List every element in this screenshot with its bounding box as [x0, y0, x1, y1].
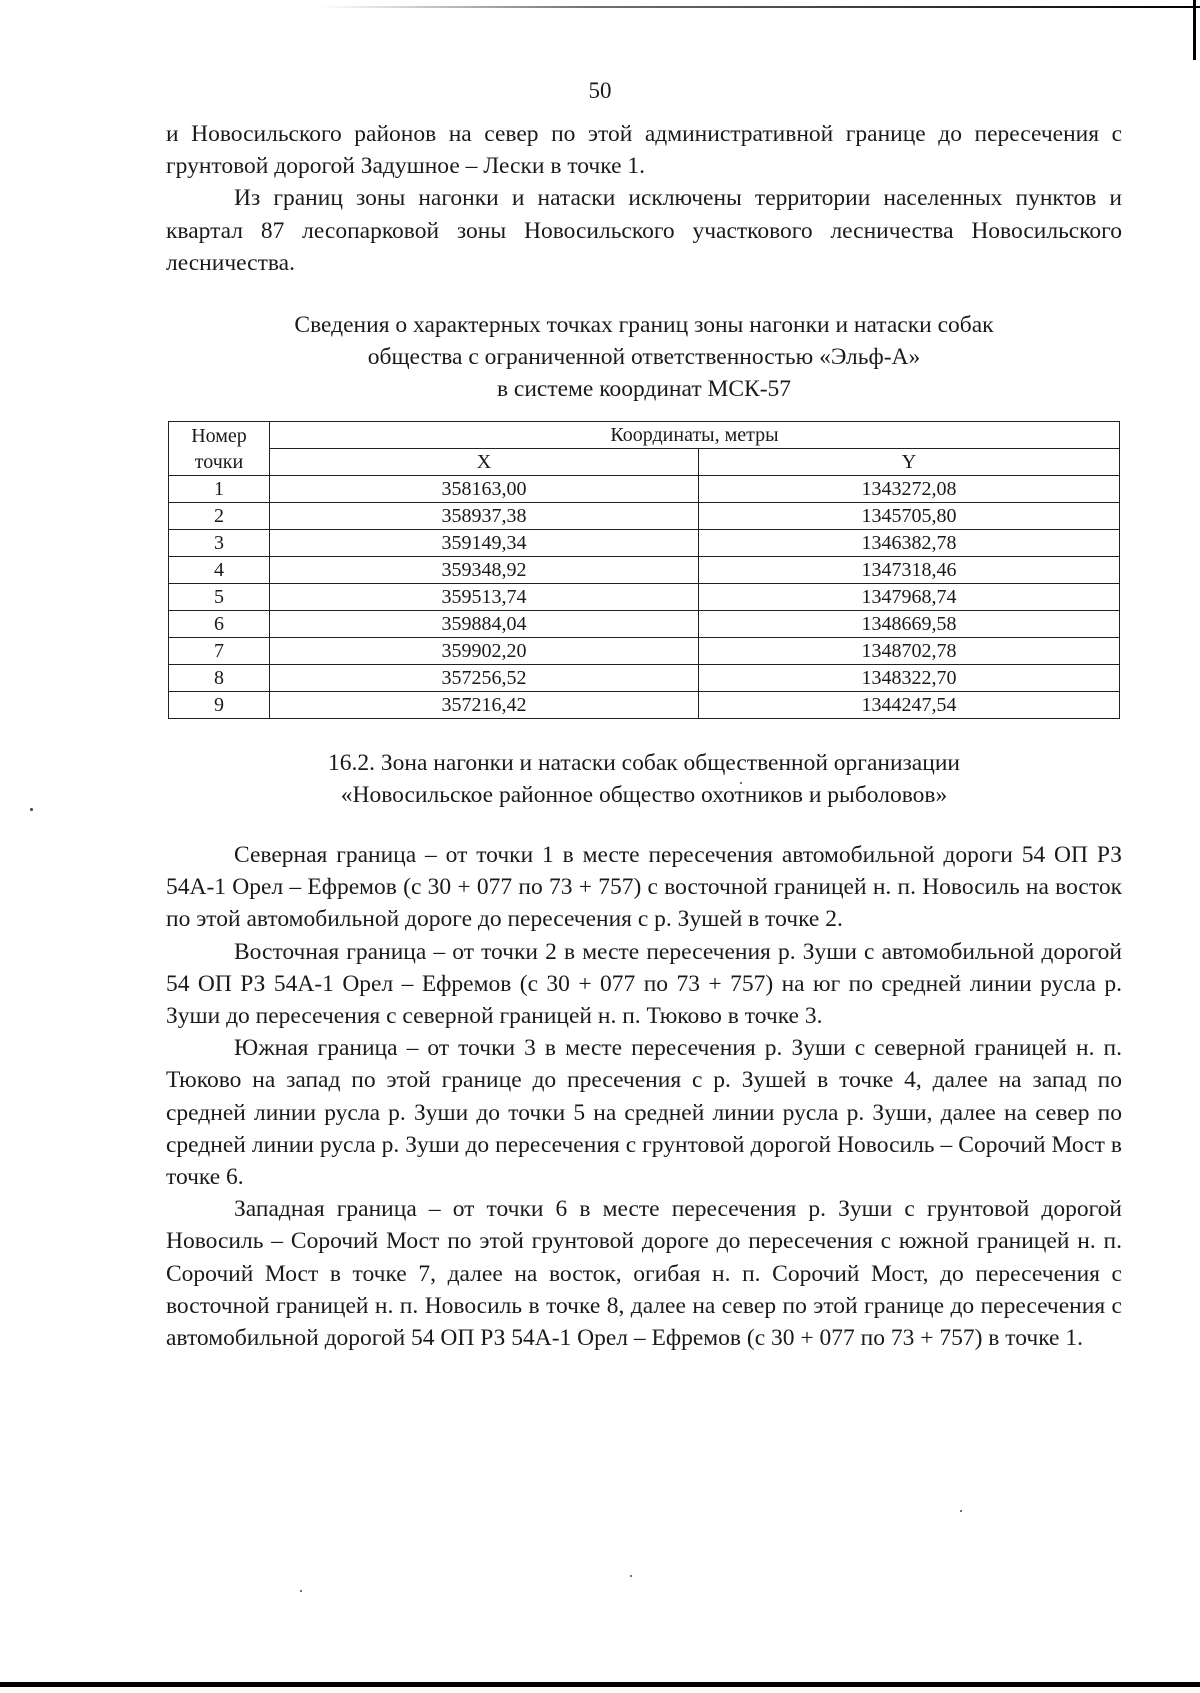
scan-edge-right [1193, 0, 1196, 60]
cell-point-number: 6 [169, 611, 270, 638]
west-boundary-paragraph: Западная граница – от точки 6 в месте пересечения р. Зуши с грунтовой дорогой Новосиль – Сорочий Мост по этой грунтовой дороге до пересечения с южной границей н. п. Сорочий Мост в точке 7, далее на восток, огибая н. п. Сорочий Мост, до пересечения с восточной границей н. п. Новосиль в точке 8, далее на север по этой границе до пересечения с автомобильной дорогой 54 ОП РЗ 54А-1 Орел – Ефремов (с 30 + 077 по 73 + 757) в точке 1. [166, 1196, 1122, 1352]
cell-point-number: 8 [169, 665, 270, 692]
north-boundary-paragraph: Северная граница – от точки 1 в месте пересечения автомобильной дороги 54 ОП РЗ 54А-1 Орел – Ефремов (с 30 + 077 по 73 + 757) с восточной границей н. п. Новосиль на восток по этой автомобильной дороге до пересечения с р. Зушей в точке 2. [166, 842, 1122, 933]
cell-y: 1347318,46 [699, 557, 1120, 584]
cell-x: 359884,04 [270, 611, 699, 638]
table-row [169, 530, 1120, 557]
cell-y: 1347968,74 [699, 584, 1120, 611]
table-row [169, 692, 1120, 719]
cell-point-number: 9 [169, 692, 270, 719]
cell-x: 359513,74 [270, 584, 699, 611]
cell-y: 1348669,58 [699, 611, 1120, 638]
coordinates-table [168, 421, 1120, 719]
header-x: X [270, 449, 699, 476]
cell-point-number: 5 [169, 584, 270, 611]
cell-y: 1348702,78 [699, 638, 1120, 665]
table-row [169, 611, 1120, 638]
table-row [169, 476, 1120, 503]
section-heading [166, 747, 1122, 811]
south-boundary-paragraph: Южная граница – от точки 3 в месте пересечения р. Зуши с северной границей н. п. Тюково на запад по этой границе до пресечения с р. Зушей в точке 4, далее на запад по средней линии русла р. Зуши до точки 5 на средней линии русла р. Зуши, далее на север по средней линии русла р. Зуши до пересечения с грунтовой дорогой Новосиль – Сорочий Мост в точке 6. [166, 1035, 1122, 1191]
cell-x: 359348,92 [270, 557, 699, 584]
table-row [169, 584, 1120, 611]
cell-point-number: 4 [169, 557, 270, 584]
document-body [166, 118, 1122, 1354]
cell-x: 357256,52 [270, 665, 699, 692]
cell-x: 358163,00 [270, 476, 699, 503]
scan-speck [30, 808, 33, 811]
table-title-line: общества с ограниченной ответственностью «Эльф-А» [367, 344, 921, 371]
intro-paragraph: Из границ зоны нагонки и натаски исключены территории населенных пунктов и квартал 87 лесопарковой зоны Новосильского участкового лесничества Новосильского лесничества. [166, 185, 1122, 276]
cell-point-number: 7 [169, 638, 270, 665]
intro-paragraph: и Новосильского районов на север по этой административной границе до пересечения с грунтовой дорогой Задушное – Лески в точке 1. [166, 121, 1122, 180]
cell-point-number: 1 [169, 476, 270, 503]
header-point-number: Номер точки [169, 422, 270, 476]
cell-x: 357216,42 [270, 692, 699, 719]
cell-x: 359902,20 [270, 638, 699, 665]
table-row [169, 557, 1120, 584]
east-boundary-paragraph: Восточная граница – от точки 2 в месте пересечения р. Зуши с автомобильной дорогой 54 ОП РЗ 54А-1 Орел – Ефремов (с 30 + 077 по 73 + 757) на юг по средней линии русла р. Зуши до пересечения с северной границей н. п. Тюково в точке 3. [166, 938, 1122, 1030]
table-row [169, 503, 1120, 530]
table-title-line: в системе координат МСК-57 [496, 376, 792, 403]
cell-x: 359149,34 [270, 530, 699, 557]
scan-speck [300, 1590, 302, 1592]
cell-x: 358937,38 [270, 503, 699, 530]
cell-y: 1344247,54 [699, 692, 1120, 719]
scan-edge-bottom [0, 1682, 1200, 1687]
header-y: Y [699, 449, 1120, 476]
cell-y: 1346382,78 [699, 530, 1120, 557]
table-row [169, 665, 1120, 692]
scan-speck [960, 1510, 962, 1512]
cell-point-number: 3 [169, 530, 270, 557]
table-title [166, 309, 1122, 405]
table-title-line: Сведения о характерных точках границ зоны нагонки и натаски собак [294, 312, 994, 339]
section-heading-line: 16.2. Зона нагонки и натаски собак общественной организации [328, 750, 960, 777]
scan-edge-top [320, 6, 1200, 8]
cell-y: 1345705,80 [699, 503, 1120, 530]
scan-speck [630, 1575, 632, 1577]
cell-point-number: 2 [169, 503, 270, 530]
header-coordinates: Координаты, метры [270, 422, 1120, 449]
cell-y: 1343272,08 [699, 476, 1120, 503]
page-number: 50 [588, 78, 612, 103]
section-heading-line: «Новосильское районное общество охотников и рыболовов» [340, 782, 948, 809]
table-row [169, 638, 1120, 665]
cell-y: 1348322,70 [699, 665, 1120, 692]
